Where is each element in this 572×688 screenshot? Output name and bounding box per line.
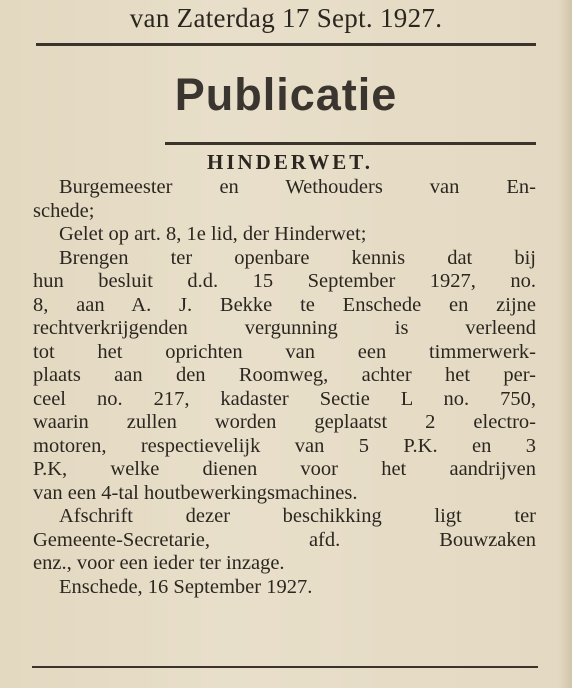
notice-line: Afschrift dezer beschikking ligt ter xyxy=(59,505,536,527)
notice-line: tot het oprichten van een timmerwerk- xyxy=(33,340,536,363)
notice-line: Burgemeester en Wethouders van En- xyxy=(59,176,536,198)
notice-title: Publicatie xyxy=(174,69,398,120)
notice-line: 8, aan A. J. Bekke te Enschede en zijne xyxy=(33,293,536,316)
notice-line: rechtverkrijgenden vergunning is verleend xyxy=(33,317,536,339)
notice-line: plaats aan den Roomweg, achter het per- xyxy=(33,364,536,386)
date-line: van Zaterdag 17 Sept. 1927. xyxy=(129,3,443,33)
notice-line: ceel no. 217, kadaster Sectie L no. 750, xyxy=(33,387,536,410)
notice-line: Brengen ter openbare kennis dat bij xyxy=(59,246,536,269)
notice-line: Gemeente-Secretarie, afd. Bouwzaken xyxy=(33,528,536,551)
notice-line: hun besluit d.d. 15 September 1927, no. xyxy=(33,270,536,292)
notice-body xyxy=(33,176,536,599)
notice-line: Gelet op art. 8, 1e lid, der Hinderwet; xyxy=(59,223,367,245)
bottom-rule xyxy=(32,666,538,668)
notice-line: P.K, welke dienen voor het aandrijven xyxy=(33,458,536,480)
notice-line: van een 4-tal houtbewerkingsmachines. xyxy=(33,481,358,504)
notice-line: waarin zullen worden geplaatst 2 electro- xyxy=(33,411,536,433)
title-rule xyxy=(165,142,536,145)
notice-line: schede; xyxy=(33,199,95,222)
notice-subheading: HINDERWET. xyxy=(207,150,373,174)
notice-line: motoren, respectievelijk van 5 P.K. en 3 xyxy=(33,434,536,457)
notice-line: Enschede, 16 September 1927. xyxy=(59,575,313,598)
top-rule xyxy=(36,43,536,46)
notice-line: enz., voor een ieder ter inzage. xyxy=(33,552,285,574)
